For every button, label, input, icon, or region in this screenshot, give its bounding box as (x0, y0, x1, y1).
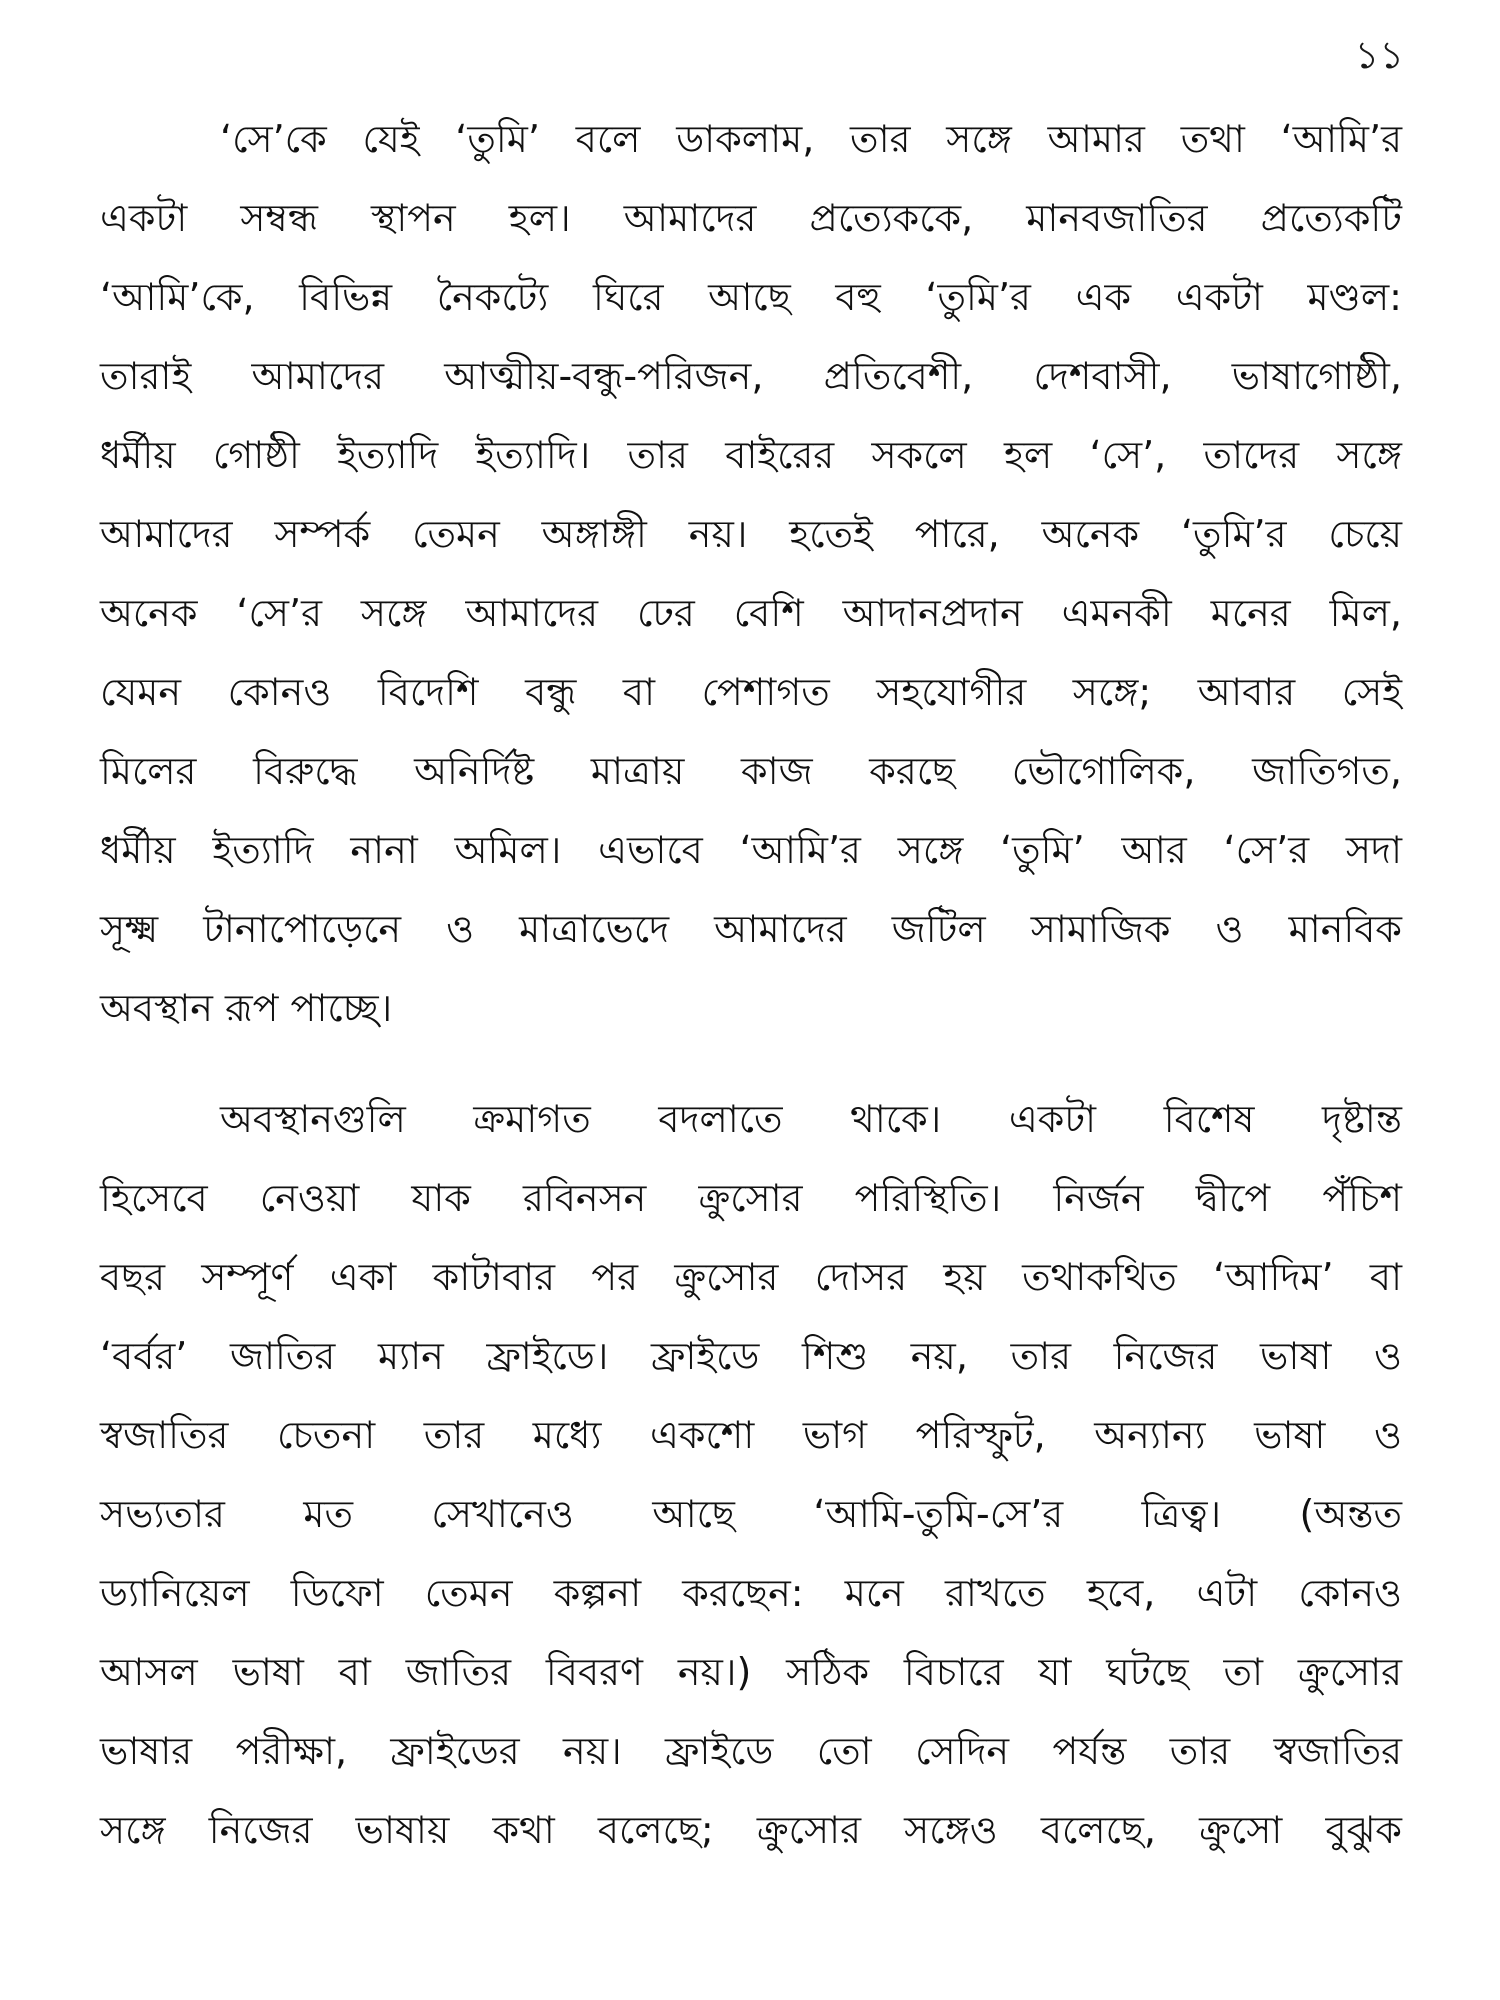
paragraph-line: তারাই আমাদের আত্মীয়-বন্ধু-পরিজন, প্রতিবেশী, দেশবাসী, ভাষাগোষ্ঠী, (100, 354, 1402, 398)
paragraph-line: আসল ভাষা বা জাতির বিবরণ নয়।) সঠিক বিচারে যা ঘটছে তা ক্রুসোর (100, 1650, 1402, 1694)
paragraph-line: হিসেবে নেওয়া যাক রবিনসন ক্রুসোর পরিস্থিতি। নির্জন দ্বীপে পঁচিশ (100, 1176, 1402, 1220)
paragraph-line: ধর্মীয় গোষ্ঠী ইত্যাদি ইত্যাদি। তার বাইরের সকলে হল ‘সে’, তাদের সঙ্গে (100, 433, 1402, 477)
paragraph-line: অবস্থানগুলি ক্রমাগত বদলাতে থাকে। একটা বিশেষ দৃষ্টান্ত (220, 1097, 1402, 1141)
paragraph-line: একটা সম্বন্ধ স্থাপন হল। আমাদের প্রত্যেককে, মানবজাতির প্রত্যেকটি (100, 196, 1402, 240)
paragraph-line: বছর সম্পূর্ণ একা কাটাবার পর ক্রুসোর দোসর হয় তথাকথিত ‘আদিম’ বা (100, 1255, 1402, 1299)
paragraph-line: সঙ্গে নিজের ভাষায় কথা বলেছে; ক্রুসোর সঙ্গেও বলেছে, ক্রুসো বুঝুক (100, 1808, 1402, 1852)
paragraph-line: ‘সে’কে যেই ‘তুমি’ বলে ডাকলাম, তার সঙ্গে আমার তথা ‘আমি’র (220, 117, 1402, 161)
paragraph-line: ‘বর্বর’ জাতির ম্যান ফ্রাইডে। ফ্রাইডে শিশু নয়, তার নিজের ভাষা ও (100, 1334, 1402, 1378)
paragraph-line: আমাদের সম্পর্ক তেমন অঙ্গাঙ্গী নয়। হতেই পারে, অনেক ‘তুমি’র চেয়ে (100, 512, 1402, 556)
paragraph-line: অবস্থান রূপ পাচ্ছে। (100, 986, 393, 1030)
paragraph-line: মিলের বিরুদ্ধে অনির্দিষ্ট মাত্রায় কাজ করছে ভৌগোলিক, জাতিগত, (100, 749, 1402, 793)
paragraph-line: যেমন কোনও বিদেশি বন্ধু বা পেশাগত সহযোগীর সঙ্গে; আবার সেই (100, 670, 1402, 714)
paragraph-line: ভাষার পরীক্ষা, ফ্রাইডের নয়। ফ্রাইডে তো সেদিন পর্যন্ত তার স্বজাতির (100, 1729, 1402, 1773)
page-number: ১১ (1354, 33, 1404, 77)
paragraph-line: ধর্মীয় ইত্যাদি নানা অমিল। এভাবে ‘আমি’র সঙ্গে ‘তুমি’ আর ‘সে’র সদা (100, 828, 1402, 872)
paragraph-line: স্বজাতির চেতনা তার মধ্যে একশো ভাগ পরিস্ফুট, অন্যান্য ভাষা ও (100, 1413, 1402, 1457)
paragraph-line: সূক্ষ্ম টানাপোড়েনে ও মাত্রাভেদে আমাদের জটিল সামাজিক ও মানবিক (100, 907, 1402, 951)
paragraph-line: ‘আমি’কে, বিভিন্ন নৈকট্যে ঘিরে আছে বহু ‘তুমি’র এক একটা মণ্ডল: (100, 275, 1402, 319)
paragraph-line: সভ্যতার মত সেখানেও আছে ‘আমি-তুমি-সে’র ত্রিত্ব। (অন্তত (100, 1492, 1402, 1536)
paragraph-line: ড্যানিয়েল ডিফো তেমন কল্পনা করছেন: মনে রাখতে হবে, এটা কোনও (100, 1571, 1402, 1615)
paragraph-line: অনেক ‘সে’র সঙ্গে আমাদের ঢের বেশি আদানপ্রদান এমনকী মনের মিল, (100, 591, 1402, 635)
